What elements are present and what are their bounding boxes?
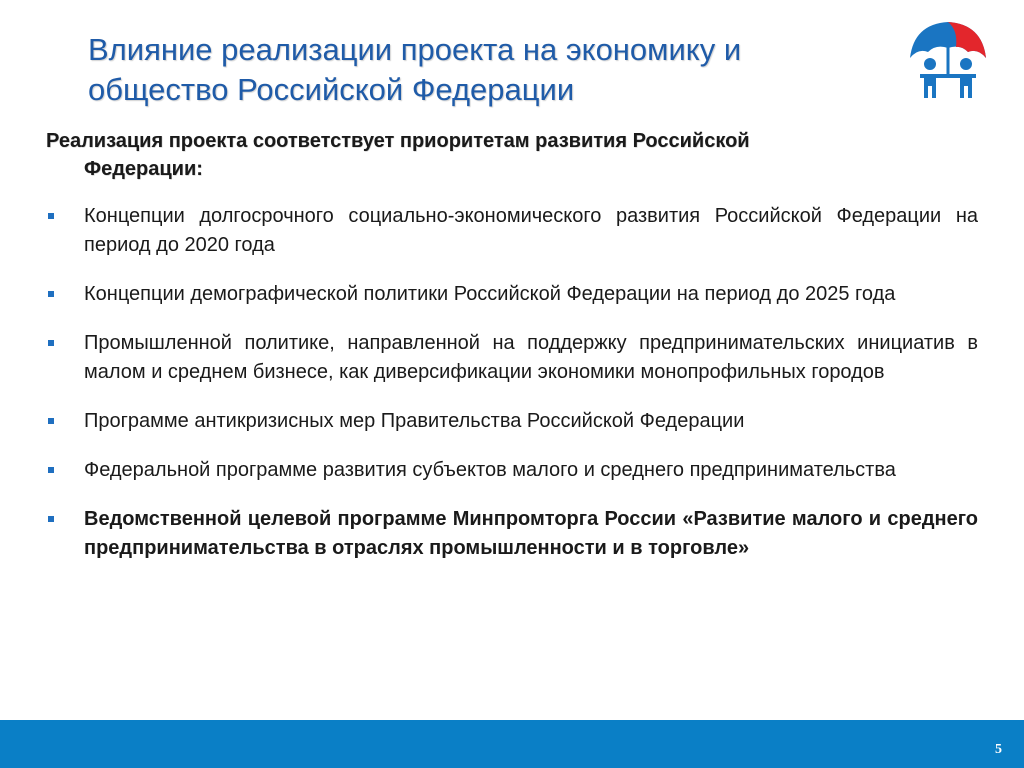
list-item	[46, 407, 978, 436]
bullet-square-icon	[48, 516, 54, 522]
list-item-text: Концепции долгосрочного социально-экономического развития Российской Федерации на период до 2020 года	[84, 205, 978, 256]
page-number: 5	[995, 742, 1002, 757]
list-item-text: Программе антикризисных мер Правительства Российской Федерации	[84, 410, 745, 432]
list-item	[46, 329, 978, 387]
footer-bar	[0, 720, 1024, 768]
list-item	[46, 456, 978, 485]
bullet-square-icon	[48, 418, 54, 424]
list-item-text: Промышленной политике, направленной на поддержку предпринимательских инициатив в малом и среднем бизнесе, как диверсификации экономики монопрофильных городов	[84, 332, 978, 383]
title-line-2: общество Российской Федерации	[88, 72, 575, 107]
bullet-square-icon	[48, 291, 54, 297]
slide-title	[88, 30, 888, 110]
title-line-1: Влияние реализации проекта на экономику и	[88, 32, 742, 67]
list-item-text: Федеральной программе развития субъектов малого и среднего предпринимательства	[84, 459, 896, 481]
list-item-text: Концепции демографической политики Российской Федерации на период до 2025 года	[84, 283, 896, 305]
bullet-square-icon	[48, 340, 54, 346]
list-item-text: Ведомственной целевой программе Минпромторга России «Развитие малого и среднего предпринимательства в отраслях промышленности и в торговле»	[84, 508, 978, 559]
list-item	[46, 202, 978, 260]
intro-text	[46, 127, 926, 183]
intro-line-2: Федерации:	[84, 158, 203, 180]
bullet-square-icon	[48, 467, 54, 473]
list-item	[46, 505, 978, 563]
list-item	[46, 280, 978, 309]
intro-line-1: Реализация проекта соответствует приоритетам развития Российской	[46, 130, 750, 152]
umbrella-family-logo-icon	[906, 18, 990, 104]
priority-list	[46, 202, 978, 583]
bullet-square-icon	[48, 213, 54, 219]
